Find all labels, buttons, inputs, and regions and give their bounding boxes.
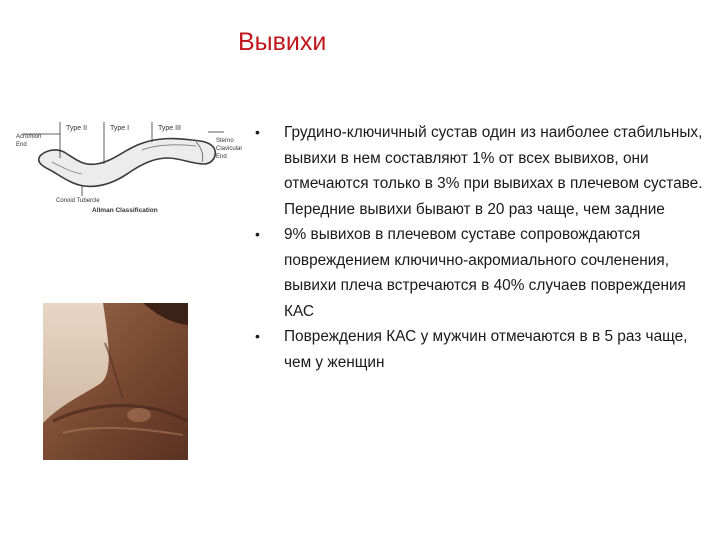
label-sterno-3: End [216, 154, 227, 160]
bullet-text: Грудино-ключичный сустав один из наиболее стабильных, вывихи в нем составляют 1% от всех вывихов, они отмечаются только в 3% при вывихах в плечевом суставе. Передние вывихи бывают в 20 раз чаще, чем задние [284, 124, 703, 218]
label-type-1: Type I [110, 125, 130, 132]
label-sterno-1: Sterno [216, 138, 234, 144]
label-acromion-end-2: End [16, 142, 27, 148]
bullet-item [252, 324, 714, 375]
clavicle-diagram [12, 112, 250, 222]
label-type-2: Type II [66, 125, 88, 132]
label-type-3: Type III [158, 125, 181, 132]
bullet-marker: • [255, 226, 260, 242]
slide-title: Вывихи [238, 28, 327, 56]
clavicle-illustration [12, 112, 250, 222]
bullet-item [252, 120, 714, 222]
bullet-marker: • [255, 328, 260, 344]
shoulder-photo [43, 303, 188, 460]
bullet-list [252, 120, 714, 375]
bullet-marker: • [255, 124, 260, 140]
shoulder-photo-image [43, 303, 188, 460]
label-allman: Allman Classification [92, 207, 158, 214]
bullet-text: Повреждения КАС у мужчин отмечаются в в 5 раз чаще, чем у женщин [284, 328, 688, 371]
bullet-item [252, 222, 714, 324]
label-sterno-2: Clavicular [216, 146, 243, 152]
bullet-text: 9% вывихов в плечевом суставе сопровождаются повреждением ключично-акромиального сочленения, вывихи плеча встречаются в 40% случаев повреждения КАС [284, 226, 686, 320]
label-conoid: Conoid Tubercle [56, 198, 100, 204]
label-acromion-end-1: Acromion [16, 134, 42, 140]
